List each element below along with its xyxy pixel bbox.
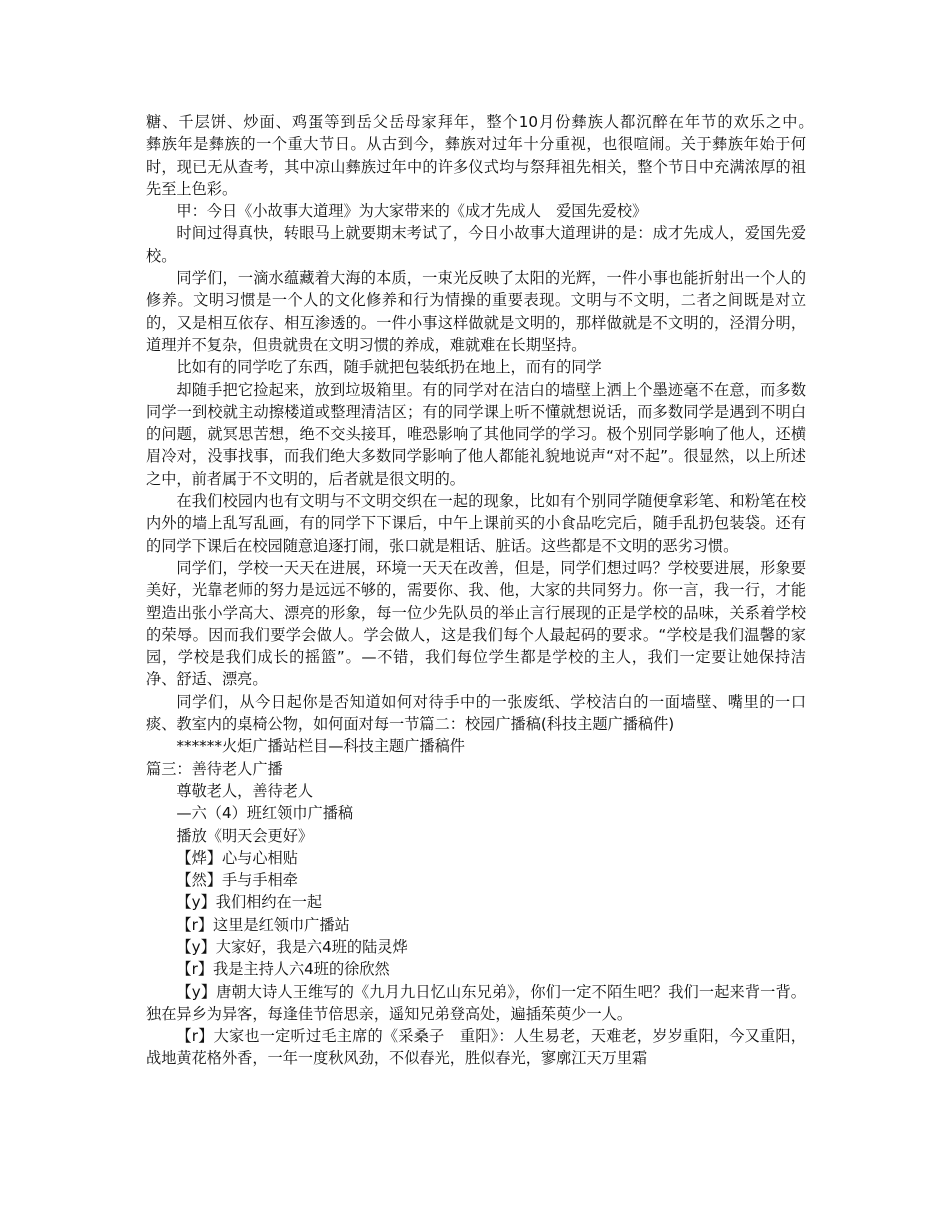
dialogue-line: 【r】这里是红领巾广播站 [176,915,350,934]
paragraph-yi-new-year: 糖、千层饼、炒面、鸡蛋等到岳父岳母家拜年，整个10月份彝族人都沉醉在年节的欢乐之中。 彝族年是彝族的一个重大节日。从古到今，彝族对过年十分重视，也很喧闹。关于彝族年始于何时，现已无从查考，其中凉山彝族过年中的许多仪式均与祭拜祖先相关，整个节日中充满浓厚的祖先至上色彩。 [146,113,852,198]
broadcast-music: 播放《明天会更好》 [176,826,314,845]
dialogue-line: 【y】大家好，我是六4班的陆灵烨 [176,937,408,956]
paragraph-school-progress: 同学们，学校一天天在进展，环境一天天在改善，但是，同学们想过吗？学校要进展，形象要美好，光靠老师的努力是远远不够的，需要你、我、他，大家的共同努力。你一言，我一行，才能塑造出张小学高大、漂亮的形象，每一位少先队员的举止言行展现的正是学校的品味，关系着学校的荣辱。因而我们要学会做人。学会做人，这是我们每个人最起码的要求。“学校是我们温馨的家园，学校是我们成长的摇篮”。—不错，我们每位学生都是学校的主人，我们一定要让她保持洁净、舒适、漂亮。 [146,558,806,689]
dialogue-line: 【r】我是主持人六4班的徐欣然 [176,960,390,979]
paragraph-campus: 在我们校园内也有文明与不文明交织在一起的现象，比如有个别同学随便拿彩笔、和粉笔在校内外的墙上乱写乱画，有的同学下下课后，中午上课前买的小食品吃完后，随手乱扔包装袋。还有的同学下课后在校园随意追逐打闹，张口就是粗话、脏话。这些都是不文明的恶劣习惯。 [146,492,806,555]
paragraph-torch-station: ******火炬广播站栏目—科技主题广播稿件 [176,737,465,756]
section-heading-3: 篇三：善待老人广播 [146,759,283,778]
broadcast-title: 尊敬老人，善待老人 [176,781,314,800]
broadcast-subtitle: —六（4）班红领巾广播稿 [176,804,354,823]
paragraph-time-flies: 时间过得真快，转眼马上就要期末考试了，今日小故事大道理讲的是：成才先成人，爱国先爱校。 [146,224,806,265]
paragraph-example-cont: 却随手把它捡起来，放到垃圾箱里。有的同学对在洁白的墙壁上洒上个墨迹毫不在意，而多数同学一到校就主动擦楼道或整理清洁区；有的同学课上听不懂就想说话，而多数同学是遇到不明白的问题，就冥思苦想，绝不交头接耳，唯恐影响了其他同学的学习。极个别同学影响了他人，还横眉冷对，没事找事，而我们绝大多数同学影响了他人都能礼貌地说声“对不起”。很显然，以上所述之中，前者属于不文明的，后者就是很文明的。 [146,380,806,488]
document-body [146,111,852,1070]
paragraph-program-intro: 甲：今日《小故事大道理》为大家带来的《成才先成人 爱国先爱校》 [176,202,648,221]
dialogue-line: 【然】手与手相牵 [176,871,298,890]
dialogue-line: 【烨】心与心相贴 [176,848,298,867]
paragraph-civility: 同学们，一滴水蕴藏着大海的本质，一束光反映了太阳的光辉，一件小事也能折射出一个人的修养。文明习惯是一个人的文化修养和行为情操的重要表现。文明与不文明，二者之间既是对立的，又是相互依存、相互渗透的。一件小事这样做就是文明的，那样做就是不文明的，泾渭分明，道理并不复杂，但贵就贵在文明习惯的养成，难就难在长期坚持。 [146,269,806,354]
paragraph-example-start: 比如有的同学吃了东西，随手就把包装纸扔在地上，而有的同学 [176,358,602,377]
paragraph-from-today: 同学们，从今日起你是否知道如何对待手中的一张废纸、学校洁白的一面墙壁、嘴里的一口痰、教室内的桌椅公物，如何面对每一节篇二：校园广播稿(科技主题广播稿件) [146,692,806,734]
dialogue-line: 【r】大家也一定听过毛主席的《采桑子 重阳》：人生易老，天难老，岁岁重阳，今又重阳，战地黄花格外香，一年一度秋风劲，不似春光，胜似春光，寥廓江天万里霜 [146,1027,806,1068]
dialogue-line: 【y】我们相约在一起 [176,893,323,912]
dialogue-line: 【y】唐朝大诗人王维写的《九月九日忆山东兄弟》，你们一定不陌生吧？我们一起来背一背。独在异乡为异客，每逢佳节倍思亲，遥知兄弟登高处，遍插茱萸少一人。 [146,982,806,1023]
